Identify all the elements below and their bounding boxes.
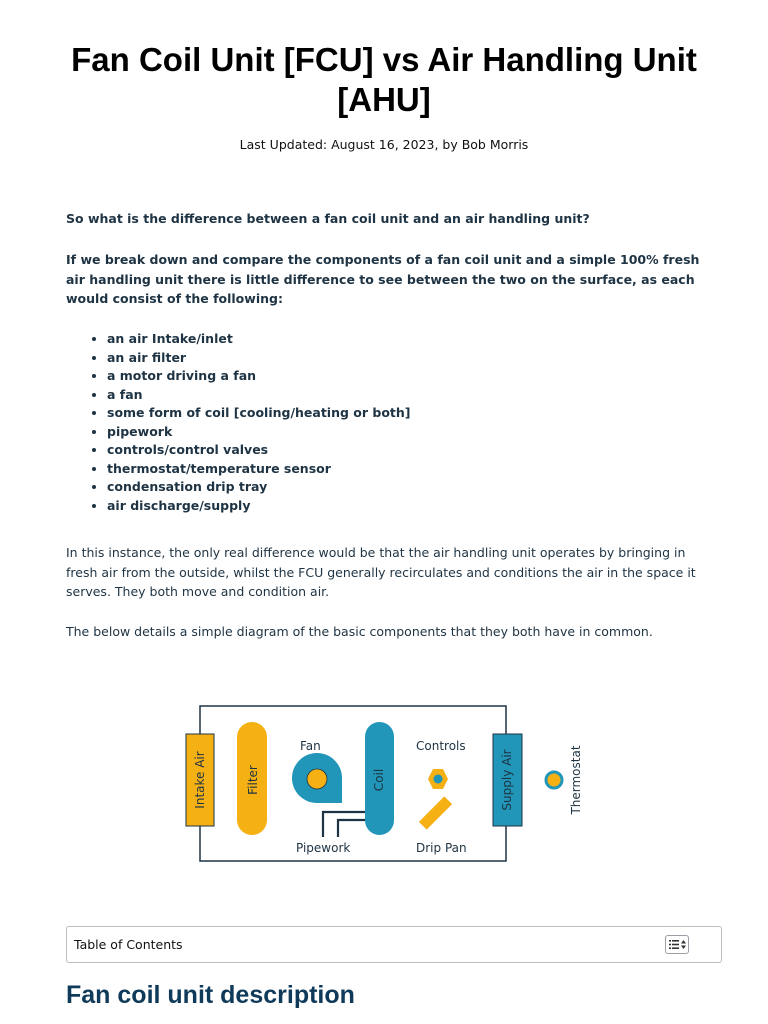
intro-text: If we break down and compare the components of a fan coil unit and a simple 100% fresh air handling unit there is little difference to see between the two on the surface, as each would consist of the following: xyxy=(66,252,700,306)
list-item: • controls/control valves xyxy=(107,441,411,460)
list-item: • thermostat/temperature sensor xyxy=(107,460,411,479)
pipework-icon xyxy=(323,812,365,837)
table-of-contents[interactable] xyxy=(66,926,722,963)
coil-label: Coil xyxy=(372,768,386,792)
drip-pan-icon xyxy=(419,796,452,829)
drip-pan-label: Drip Pan xyxy=(416,841,467,855)
question-text: So what is the difference between a fan coil unit and an air handling unit? xyxy=(66,211,590,226)
thermostat-icon xyxy=(546,772,562,788)
sort-arrows-icon xyxy=(681,940,686,949)
fan-icon xyxy=(292,753,342,803)
intake-air-label: Intake Air xyxy=(193,751,207,809)
list-item: • air discharge/supply xyxy=(107,497,411,516)
list-item: • condensation drip tray xyxy=(107,478,411,497)
supply-air-label: Supply Air xyxy=(500,749,514,811)
toc-title: Table of Contents xyxy=(74,937,183,952)
list-item: • some form of coil [cooling/heating or both] xyxy=(107,404,411,423)
page-title: Fan Coil Unit [FCU] vs Air Handling Unit [AHU] xyxy=(71,41,697,118)
list-item: • an air Intake/inlet xyxy=(107,330,411,349)
components-list xyxy=(89,330,411,515)
list-item: • pipework xyxy=(107,423,411,442)
filter-label: Filter xyxy=(246,765,260,795)
thermostat-label: Thermostat xyxy=(569,745,583,815)
difference-paragraph: In this instance, the only real difference would be that the air handling unit operates by bringing in fresh air from the outside, whilst the FCU generally recirculates and conditions the air in the space it serves. They both move and condition air. xyxy=(66,545,696,599)
list-item: • a motor driving a fan xyxy=(107,367,411,386)
fan-label: Fan xyxy=(300,739,321,753)
section-heading: Fan coil unit description xyxy=(66,981,355,1009)
article-meta: Last Updated: August 16, 2023, by Bob Morris xyxy=(239,137,529,152)
toc-toggle-button[interactable] xyxy=(665,935,689,954)
diagram-intro-paragraph: The below details a simple diagram of the basic components that they both have in common. xyxy=(66,624,653,639)
list-toggle-icon xyxy=(669,940,679,949)
control-valve-icon xyxy=(428,769,448,789)
list-item: • an air filter xyxy=(107,349,411,368)
pipework-label: Pipework xyxy=(296,841,351,855)
components-diagram xyxy=(180,700,600,870)
controls-label: Controls xyxy=(416,739,466,753)
list-item: • a fan xyxy=(107,386,411,405)
